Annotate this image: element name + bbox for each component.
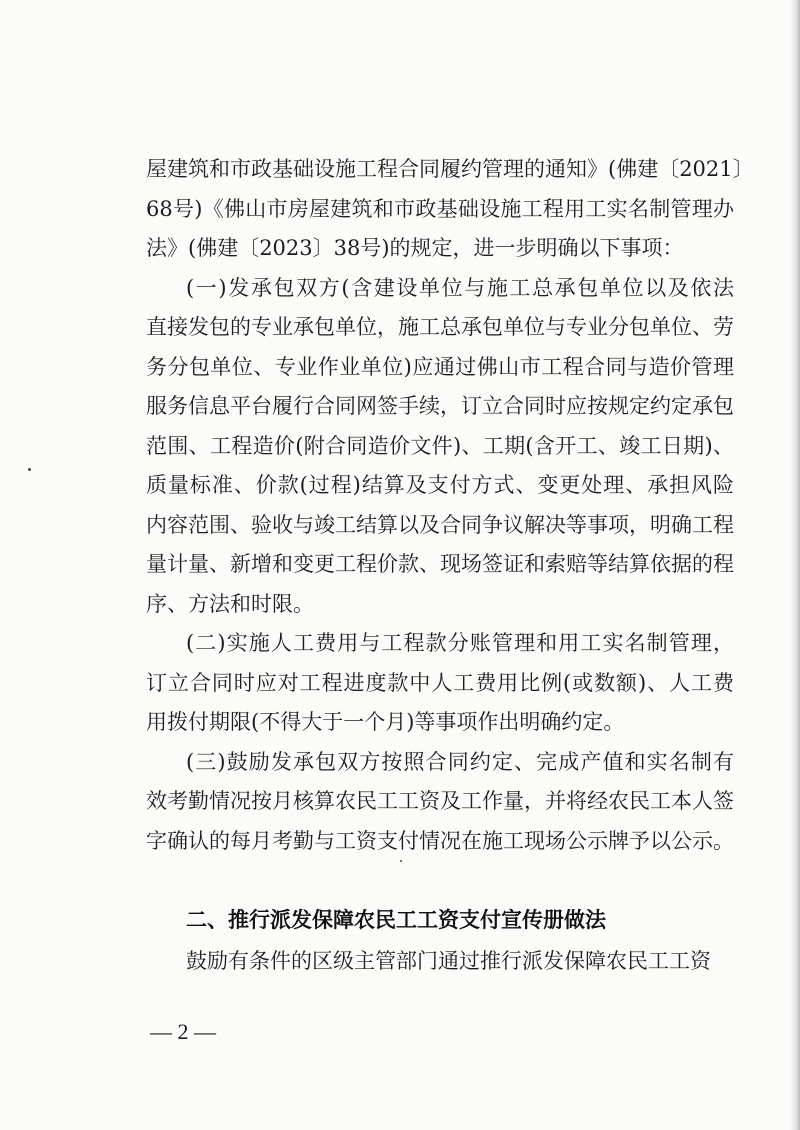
para1-line-5: 范围、工程造价(附合同造价文件)、工期(含开工、竣工日期)、: [146, 433, 734, 458]
para1-line-4: 服务信息平台履行合同网签手续，订立合同时应按规定约定承包: [146, 394, 734, 418]
para2-line-2: 订立合同时应对工程进度款中人工费用比例(或数额)、人工费: [146, 670, 734, 695]
para0-line-3: 法》(佛建〔2023〕38号)的规定，进一步明确以下事项：: [146, 236, 684, 260]
para4: [146, 942, 734, 982]
para1-line-8: 量计量、新增和变更工程价款、现场签证和索赔等结算依据的程: [146, 552, 734, 576]
scan-speck: [400, 860, 402, 862]
para4-line-1: 鼓励有条件的区级主管部门通过推行派发保障农民工工资: [186, 949, 711, 973]
section-heading-2: 二、推行派发保障农民工工资支付宣传册做法: [186, 908, 606, 932]
para1-line-7: 内容范围、验收与竣工结算以及合同争议解决等事项，明确工程: [146, 512, 734, 537]
para3-line-2: 效考勤情况按月核算农民工工资及工作量，并将经农民工本人签: [146, 789, 734, 813]
para2-line-1: (二)实施人工费用与工程款分账管理和用工实名制管理，: [186, 631, 734, 655]
para1-line-2: 直接发包的专业承包单位，施工总承包单位与专业分包单位、劳: [146, 315, 734, 339]
para2-line-3: 用拨付期限(不得大于一个月)等事项作出明确约定。: [146, 710, 625, 734]
para1-line-6: 质量标准、价款(过程)结算及支付方式、变更处理、承担风险: [146, 473, 734, 497]
document-body: [146, 150, 754, 861]
para1-line-9: 序、方法和时限。: [146, 591, 314, 616]
scan-speck: [28, 468, 31, 471]
scan-edge-shadow: [790, 0, 800, 1130]
para1-line-1: (一)发承包双方(含建设单位与施工总承包单位以及依法: [186, 275, 734, 300]
para1-line-3: 务分包单位、专业作业单位)应通过佛山市工程合同与造价管理: [146, 354, 734, 379]
page-number: — 2 —: [150, 1019, 216, 1044]
para0-line-2: 68号)《佛山市房屋建筑和市政基础设施工程用工实名制管理办: [146, 196, 734, 221]
para3-line-1: (三)鼓励发承包双方按照合同约定、完成产值和实名制有: [186, 749, 734, 774]
para0-line-1: 屋建筑和市政基础设施工程合同履约管理的通知》(佛建〔2021〕: [146, 157, 754, 181]
para3-line-3: 字确认的每月考勤与工资支付情况在施工现场公示牌予以公示。: [146, 828, 734, 853]
